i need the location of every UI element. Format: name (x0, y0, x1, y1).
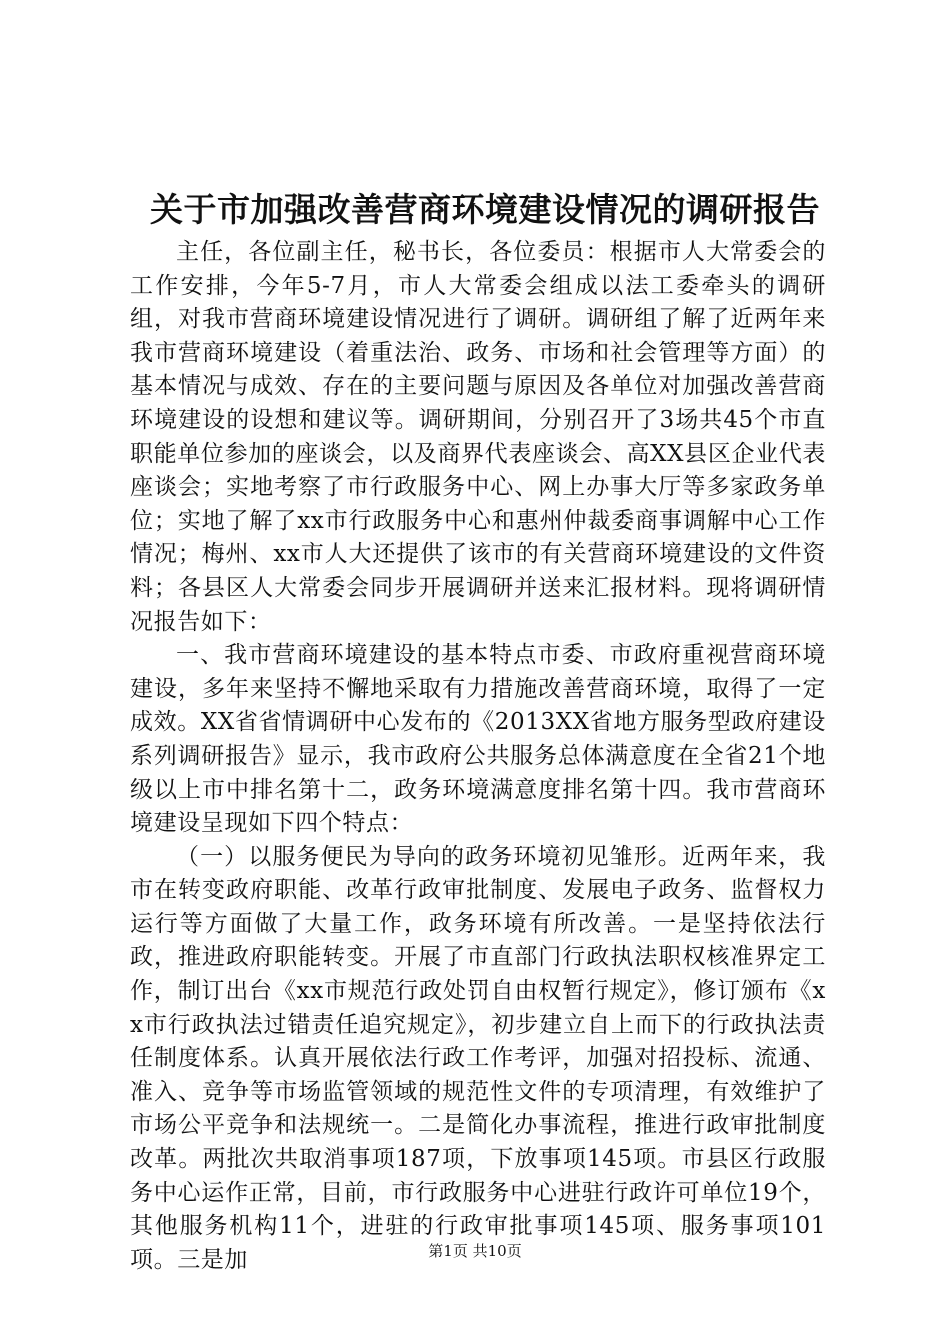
paragraph-intro: 主任，各位副主任，秘书长，各位委员：根据市人大常委会的工作安排，今年5-7月，市人大常委会组成以法工委牵头的调研组，对我市营商环境建设情况进行了调研。调研组了解了近两年来我市营商环境建设（着重法治、政务、市场和社会管理等方面）的基本情况与成效、存在的主要问题与原因及各单位对加强改善营商环境建设的设想和建议等。调研期间，分别召开了3场共45个市直职能单位参加的座谈会，以及商界代表座谈会、高XX县区企业代表座谈会；实地考察了市行政服务中心、网上办事大厅等多家政务单位；实地了解了xx市行政服务中心和惠州仲裁委商事调解中心工作情况；梅州、xx市人大还提供了该市的有关营商环境建设的文件资料；各县区人大常委会同步开展调研并送来汇报材料。现将调研情况报告如下： (130, 239, 826, 635)
document-title: 关于市加强改善营商环境建设情况的调研报告 (150, 190, 820, 229)
paragraph-subsection-one: （一）以服务便民为导向的政务环境初见雏形。近两年来，我市在转变政府职能、改革行政审批制度、发展电子政务、监督权力运行等方面做了大量工作，政务环境有所改善。一是坚持依法行政，推进政府职能转变。开展了市直部门行政执法职权核准界定工作，制订出台《xx市规范行政处罚自由权暂行规定》，修订颁布《xx市行政执法过错责任追究规定》，初步建立自上而下的行政执法责任制度体系。认真开展依法行政工作考评，加强对招投标、流通、准入、竞争等市场监管领域的规范性文件的专项清理，有效维护了市场公平竞争和法规统一。二是简化办事流程，推进行政审批制度改革。两批次共取消事项187项，下放事项145项。市县区行政服务中心运作正常，目前，市行政服务中心进驻行政许可单位19个，其他服务机构11个，进驻的行政审批事项145项、服务事项101项。三是加 (130, 843, 826, 1273)
paragraph-section-one: 一、我市营商环境建设的基本特点市委、市政府重视营商环境建设，多年来坚持不懈地采取有力措施改善营商环境，取得了一定成效。XX省省情调研中心发布的《2013XX省地方服务型政府建设系列调研报告》显示，我市政府公共服务总体满意度在全省21个地级以上市中排名第十二，政务环境满意度排名第十四。我市营商环境建设呈现如下四个特点： (130, 642, 826, 837)
page-number-footer: 第1页 共10页 (428, 1242, 522, 1260)
document-body (130, 236, 826, 1277)
